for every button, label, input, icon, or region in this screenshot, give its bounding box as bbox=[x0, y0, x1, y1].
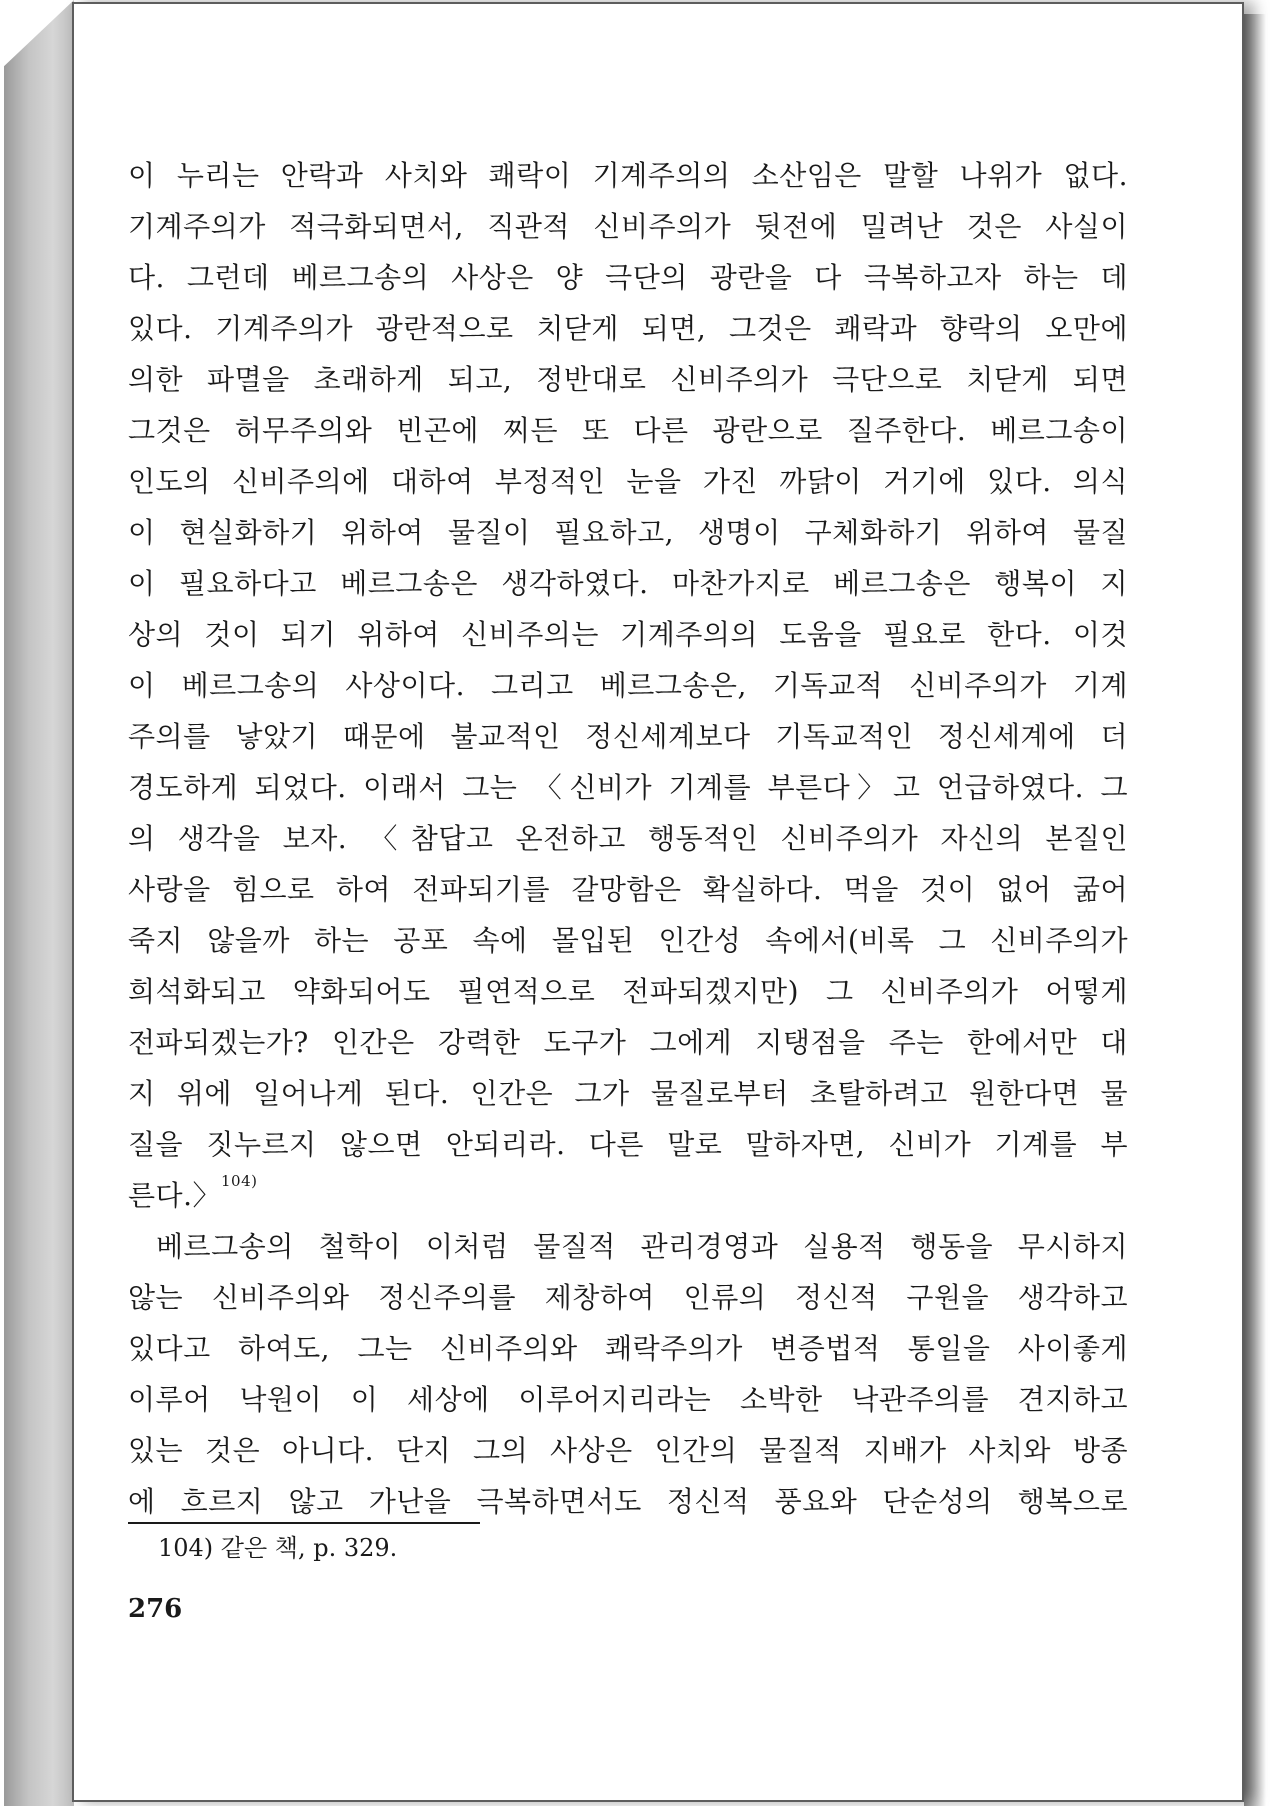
text-line: 희석화되고 약화되어도 필연적으로 전파되겠지만) 그 신비주의가 어떻게 bbox=[128, 975, 1128, 1008]
text-line: 이 베르그송의 사상이다. 그리고 베르그송은, 기독교적 신비주의가 기계 bbox=[128, 669, 1128, 702]
text-line: 이 현실화하기 위하여 물질이 필요하고, 생명이 구체화하기 위하여 물질 bbox=[128, 516, 1128, 549]
text-line: 이 누리는 안락과 사치와 쾌락이 기계주의의 소산임은 말할 나위가 없다. bbox=[128, 159, 1128, 192]
footnote-divider bbox=[128, 1522, 480, 1524]
text-line: 인도의 신비주의에 대하여 부정적인 눈을 가진 까닭이 거기에 있다. 의식 bbox=[128, 465, 1128, 498]
text-line: 이 필요하다고 베르그송은 생각하였다. 마찬가지로 베르그송은 행복이 지 bbox=[128, 567, 1128, 600]
paragraph-first-line: 베르그송의 철학이 이처럼 물질적 관리경영과 실용적 행동을 무시하지 bbox=[156, 1230, 1128, 1263]
footnote: 104) 같은 책, p. 329. bbox=[158, 1534, 398, 1562]
text-line: 기계주의가 적극화되면서, 직관적 신비주의가 뒷전에 밀려난 것은 사실이 bbox=[128, 210, 1128, 243]
quote-end-text: 른다.〉 bbox=[128, 1179, 221, 1212]
text-line: 있다고 하여도, 그는 신비주의와 쾌락주의가 변증법적 통일을 사이좋게 bbox=[128, 1332, 1128, 1365]
text-line: 이루어 낙원이 이 세상에 이루어지리라는 소박한 낙관주의를 견지하고 bbox=[128, 1383, 1128, 1416]
footnote-reference: 104) bbox=[221, 1172, 258, 1190]
text-line: 주의를 낳았기 때문에 불교적인 정신세계보다 기독교적인 정신세계에 더 bbox=[128, 720, 1128, 753]
text-line: 죽지 않을까 하는 공포 속에 몰입된 인간성 속에서(비록 그 신비주의가 bbox=[128, 924, 1128, 957]
text-line: 의한 파멸을 초래하게 되고, 정반대로 신비주의가 극단으로 치닫게 되면 bbox=[128, 363, 1128, 396]
page-number: 276 bbox=[128, 1594, 183, 1624]
text-line: 전파되겠는가? 인간은 강력한 도구가 그에게 지탱점을 주는 한에서만 대 bbox=[128, 1026, 1128, 1059]
text-line: 에 흐르지 않고 가난을 극복하면서도 정신적 풍요와 단순성의 행복으로 bbox=[128, 1485, 1128, 1518]
book-spine bbox=[4, 0, 74, 1806]
text-line: 사랑을 힘으로 하여 전파되기를 갈망함은 확실하다. 먹을 것이 없어 굶어 bbox=[128, 873, 1128, 906]
text-line: 있다. 기계주의가 광란적으로 치닫게 되면, 그것은 쾌락과 향락의 오만에 bbox=[128, 312, 1128, 345]
text-line: 경도하게 되었다. 이래서 그는 〈신비가 기계를 부른다〉고 언급하였다. 그 bbox=[128, 771, 1128, 804]
text-line: 지 위에 일어나게 된다. 인간은 그가 물질로부터 초탈하려고 원한다면 물 bbox=[128, 1077, 1128, 1110]
text-line: 질을 짓누르지 않으면 안되리라. 다른 말로 말하자면, 신비가 기계를 부 bbox=[128, 1128, 1128, 1161]
text-line-last bbox=[128, 1170, 1128, 1221]
text-line: 다. 그런데 베르그송의 사상은 양 극단의 광란을 다 극복하고자 하는 데 bbox=[128, 261, 1128, 294]
body-text bbox=[128, 150, 1128, 1527]
text-line: 상의 것이 되기 위하여 신비주의는 기계주의의 도움을 필요로 한다. 이것 bbox=[128, 618, 1128, 651]
text-line: 의 생각을 보자. 〈참답고 온전하고 행동적인 신비주의가 자신의 본질인 bbox=[128, 822, 1128, 855]
text-line: 있는 것은 아니다. 단지 그의 사상은 인간의 물질적 지배가 사치와 방종 bbox=[128, 1434, 1128, 1467]
text-line: 않는 신비주의와 정신주의를 제창하여 인류의 정신적 구원을 생각하고 bbox=[128, 1281, 1128, 1314]
page-edge-shadow bbox=[1244, 14, 1266, 1806]
spine-top-corner bbox=[0, 0, 74, 70]
text-line: 그것은 허무주의와 빈곤에 찌든 또 다른 광란으로 질주한다. 베르그송이 bbox=[128, 414, 1128, 447]
